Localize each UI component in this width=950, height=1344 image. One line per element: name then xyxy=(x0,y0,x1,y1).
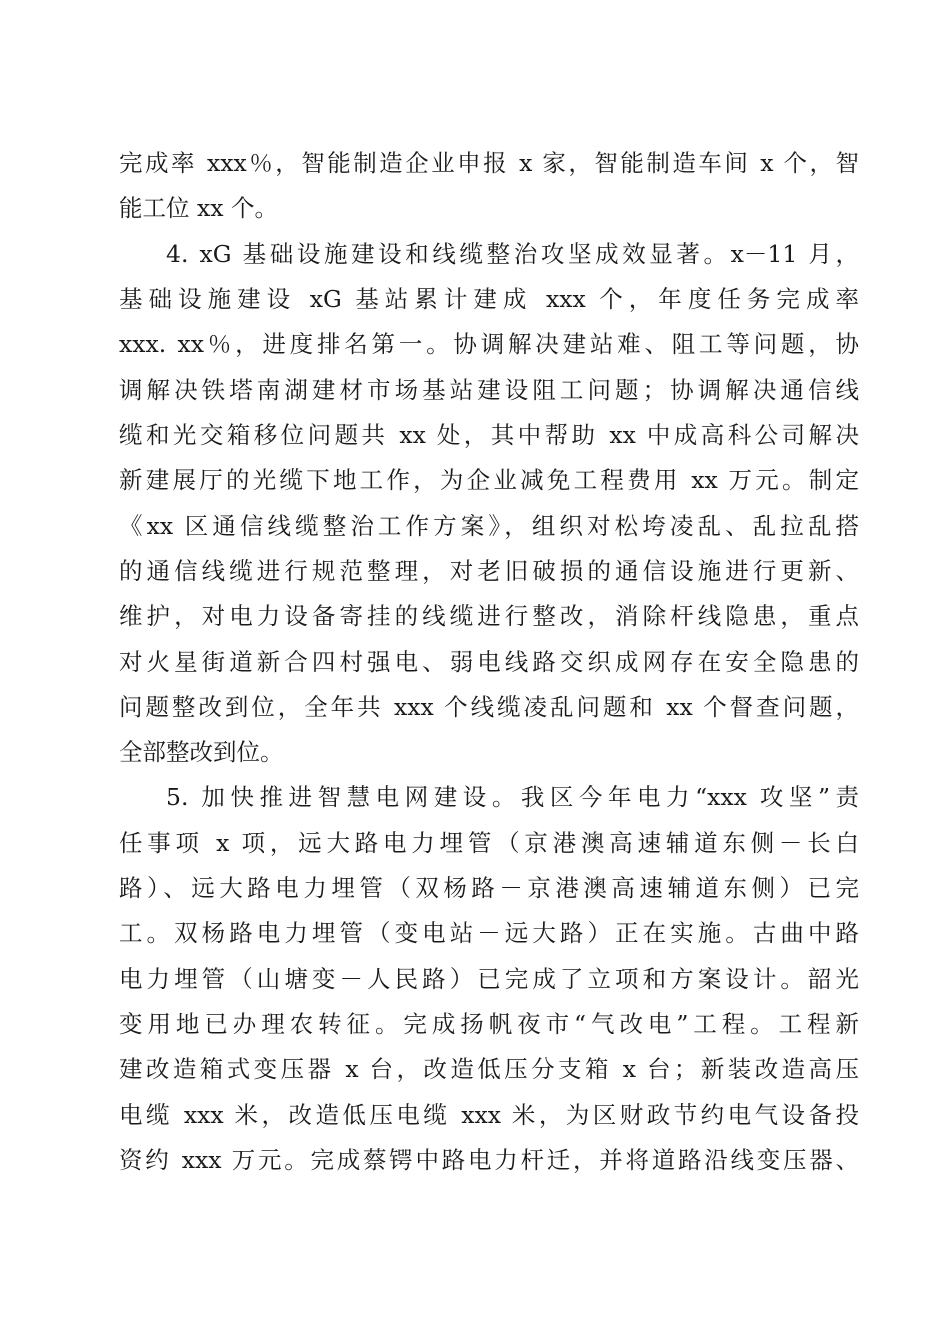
text-line: 《xx 区通信线缆整治工作方案》，组织对松垮凌乱、乱拉乱搭 xyxy=(119,512,859,540)
text-line: 新建展厅的光缆下地工作，为企业减免工程费用 xx 万元。制定 xyxy=(119,466,859,494)
text-line: 问题整改到位，全年共 xxx 个线缆凌乱问题和 xx 个督查问题， xyxy=(119,693,859,721)
text-line: 能工位 xx 个。 xyxy=(119,194,278,222)
text-line: 全部整改到位。 xyxy=(119,738,284,766)
text-line: 的通信线缆进行规范整理，对老旧破损的通信设施进行更新、 xyxy=(119,557,859,585)
text-line: 完成率 xxx％，智能制造企业申报 x 家，智能制造车间 x 个，智 xyxy=(119,149,859,177)
text-line: 维护，对电力设备寄挂的线缆进行整改，消除杆线隐患，重点 xyxy=(119,602,859,630)
text-line: 基础设施建设 xG 基站累计建成 xxx 个，年度任务完成率 xyxy=(119,285,859,313)
text-line: 缆和光交箱移位问题共 xx 处，其中帮助 xx 中成高科公司解决 xyxy=(119,421,859,449)
text-line: 任事项 x 项，远大路电力埋管（京港澳高速辅道东侧－长白 xyxy=(119,829,859,857)
text-line: 对火星街道新合四村强电、弱电线路交织成网存在安全隐患的 xyxy=(119,648,859,676)
text-line: 路）、远大路电力埋管（双杨路－京港澳高速辅道东侧）已完 xyxy=(119,874,859,902)
text-line: 变用地已办理农转征。完成扬帆夜市“气改电”工程。工程新 xyxy=(119,1010,859,1038)
text-line: 资约 xxx 万元。完成蔡锷中路电力杆迁，并将道路沿线变压器、 xyxy=(119,1146,859,1174)
text-line: 电缆 xxx 米，改造低压电缆 xxx 米，为区财政节约电气设备投 xyxy=(119,1101,859,1129)
text-line: 调解决铁塔南湖建材市场基站建设阻工问题；协调解决通信线 xyxy=(119,376,859,404)
text-line: 电力埋管（山塘变－人民路）已完成了立项和方案设计。韶光 xyxy=(119,965,859,993)
paragraph-heading-4: 4. xG 基础设施建设和线缆整治攻坚成效显著。x－11 月， xyxy=(166,240,859,268)
text-line: 建改造箱式变压器 x 台，改造低压分支箱 x 台；新装改造高压 xyxy=(119,1055,859,1083)
paragraph-heading-5: 5. 加快推进智慧电网建设。我区今年电力“xxx 攻坚”责 xyxy=(166,783,859,811)
text-line: xxx. xx％，进度排名第一。协调解决建站难、阻工等问题，协 xyxy=(119,330,859,358)
text-line: 工。双杨路电力埋管（变电站－远大路）正在实施。古曲中路 xyxy=(119,919,859,947)
